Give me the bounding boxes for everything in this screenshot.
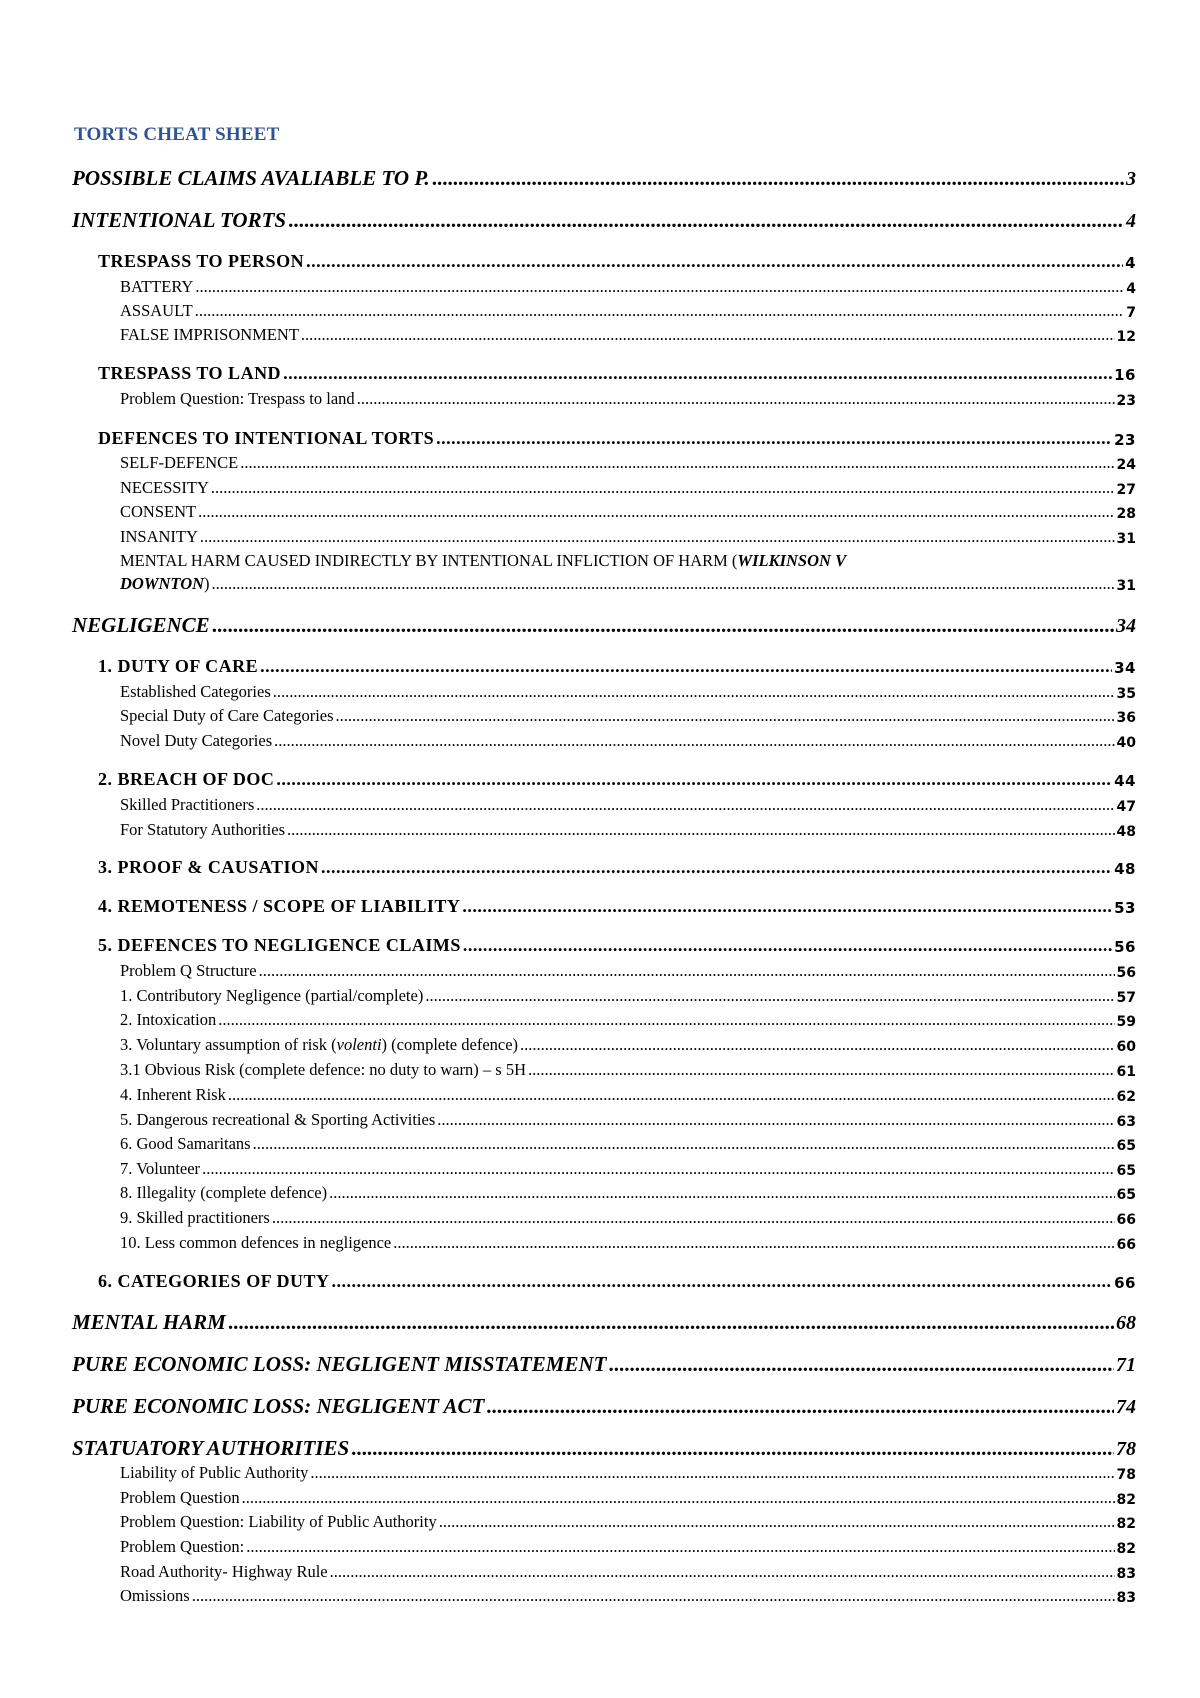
toc-entry-volunteer[interactable] [120, 1159, 1136, 1179]
dot-leader [425, 986, 1114, 1006]
toc-entry-mental-harm-indirect-line2[interactable] [120, 574, 1136, 594]
toc-entry-self-defence[interactable] [120, 453, 1136, 473]
toc-entry-skilled-practitioners-defence[interactable] [120, 1208, 1136, 1228]
toc-entry-label: TRESPASS TO PERSON [98, 251, 305, 271]
toc-entry-label: 3. PROOF & CAUSATION [98, 857, 319, 877]
toc-page-number: 56 [1114, 938, 1136, 956]
dot-leader [283, 363, 1112, 384]
toc-page-number: 4 [1126, 210, 1136, 232]
toc-entry-liability-public-authority[interactable] [120, 1463, 1136, 1483]
dot-leader [437, 1110, 1114, 1130]
toc-entry-statutory-authorities-breach[interactable] [120, 820, 1136, 840]
dot-leader [195, 301, 1125, 321]
toc-entry-pq-liability-public-authority[interactable] [120, 1512, 1136, 1532]
dot-leader [528, 1060, 1115, 1080]
toc-entry-label: 9. Skilled practitioners [120, 1208, 270, 1227]
toc-entry-label [120, 1035, 518, 1055]
toc-entry-label: DEFENCES TO INTENTIONAL TORTS [98, 428, 435, 448]
toc-entry-label: POSSIBLE CLAIMS AVALIABLE TO P. [72, 166, 430, 190]
toc-entry-categories-of-duty[interactable] [98, 1271, 1136, 1292]
toc-entry-mental-harm-indirect-line1[interactable] [120, 551, 846, 571]
dot-leader [202, 1159, 1114, 1179]
toc-entry-established-categories[interactable] [120, 682, 1136, 702]
dot-leader [200, 527, 1115, 547]
toc-entry-label: Established Categories [120, 682, 271, 701]
toc-entry-label: Problem Q Structure [120, 961, 257, 980]
dot-leader [351, 1436, 1114, 1461]
toc-entry-label: Road Authority- Highway Rule [120, 1562, 328, 1581]
dot-leader [198, 502, 1114, 522]
toc-entry-label: 7. Volunteer [120, 1159, 201, 1178]
toc-page-number: 61 [1116, 1064, 1136, 1080]
toc-entry-proof-causation[interactable] [98, 857, 1136, 878]
dot-leader [287, 820, 1115, 840]
dot-leader [329, 1183, 1114, 1203]
toc-entry-label: 2. BREACH OF DOC [98, 769, 275, 789]
toc-page-number: 36 [1116, 710, 1136, 726]
toc-page-number: 7 [1126, 305, 1136, 321]
toc-page-number: 83 [1116, 1590, 1136, 1606]
toc-page-number: 40 [1116, 735, 1136, 751]
toc-entry-remoteness[interactable] [98, 896, 1136, 917]
toc-entry-label: PURE ECONOMIC LOSS: NEGLIGENT MISSTATEMENT [72, 1352, 607, 1376]
toc-entry-label: 6. Good Samaritans [120, 1134, 251, 1153]
dot-leader [332, 1271, 1113, 1292]
dot-leader [246, 1537, 1114, 1557]
toc-entry-label: MENTAL HARM [72, 1310, 226, 1334]
toc-entry-label: NECESSITY [120, 478, 209, 497]
dot-leader [228, 1310, 1114, 1335]
toc-entry-inherent-risk[interactable] [120, 1085, 1136, 1105]
toc-page-number: 65 [1116, 1138, 1136, 1154]
toc-entry-label: Liability of Public Authority [120, 1463, 309, 1482]
dot-leader [321, 857, 1112, 878]
toc-entry-label: STATUATORY AUTHORITIES [72, 1436, 350, 1460]
toc-entry-false-imprisonment[interactable] [120, 325, 1136, 345]
toc-page-number: 59 [1116, 1014, 1136, 1030]
dot-leader [273, 682, 1115, 702]
toc-entry-breach-of-doc[interactable] [98, 769, 1136, 790]
dot-leader [272, 1208, 1115, 1228]
label-part: ) (complete defence) [381, 1035, 519, 1054]
toc-page-number: 63 [1116, 1114, 1136, 1130]
label-part: 3. Voluntary assumption of risk ( [120, 1035, 337, 1054]
toc-page-number: 82 [1116, 1516, 1136, 1532]
toc-entry-label: Novel Duty Categories [120, 731, 273, 750]
toc-entry-dangerous-recreational[interactable] [120, 1110, 1136, 1130]
dot-leader [436, 428, 1112, 449]
toc-entry-label: 5. DEFENCES TO NEGLIGENCE CLAIMS [98, 935, 461, 955]
toc-page-number: 56 [1116, 965, 1136, 981]
toc-page-number: 71 [1116, 1354, 1136, 1376]
toc-page-number: 65 [1116, 1163, 1136, 1179]
dot-leader [192, 1586, 1115, 1606]
dot-leader [330, 1562, 1115, 1582]
toc-entry-negligence[interactable] [72, 613, 1136, 638]
toc-entry-pel-negligent-act[interactable] [72, 1394, 1136, 1419]
dot-leader [393, 1233, 1114, 1253]
toc-entry-novel-duty[interactable] [120, 731, 1136, 751]
dot-leader [463, 935, 1112, 956]
toc-entry-necessity[interactable] [120, 478, 1136, 498]
toc-entry-label: 2. Intoxication [120, 1010, 217, 1029]
toc-entry-label: CONSENT [120, 502, 197, 521]
toc-entry-defences-negligence[interactable] [98, 935, 1136, 956]
toc-page-number: 34 [1116, 615, 1136, 637]
toc-entry-label: 10. Less common defences in negligence [120, 1233, 392, 1252]
toc-entry-intoxication[interactable] [120, 1010, 1136, 1030]
dot-leader [274, 731, 1114, 751]
toc-page-number: 78 [1116, 1467, 1136, 1483]
case-name: DOWNTON [120, 574, 205, 593]
toc-entry-illegality[interactable] [120, 1183, 1136, 1203]
dot-leader [276, 769, 1112, 790]
dot-leader [439, 1512, 1115, 1532]
dot-leader [520, 1035, 1114, 1055]
toc-entry-label: PURE ECONOMIC LOSS: NEGLIGENT ACT [72, 1394, 485, 1418]
toc-entry-insanity[interactable] [120, 527, 1136, 547]
toc-page-number: 48 [1114, 860, 1136, 878]
toc-page-number: 78 [1116, 1438, 1136, 1460]
dot-leader [301, 325, 1115, 345]
dot-leader [259, 961, 1115, 981]
toc-entry-possible-claims[interactable] [72, 166, 1136, 191]
dot-leader [211, 478, 1115, 498]
dot-leader [306, 251, 1123, 272]
toc-entry-label: MENTAL HARM CAUSED INDIRECTLY BY INTENTIONAL INFLICTION OF HARM ( [120, 551, 738, 570]
toc-entry-label-cont [120, 574, 210, 594]
toc-entry-battery[interactable] [120, 277, 1136, 297]
toc-page-number: 47 [1116, 799, 1136, 815]
toc-entry-duty-of-care[interactable] [98, 656, 1136, 677]
toc-page-number: 53 [1114, 899, 1136, 917]
toc-entry-label: 8. Illegality (complete defence) [120, 1183, 328, 1202]
dot-leader [462, 896, 1112, 917]
toc-entry-label: Problem Question: Liability of Public Authority [120, 1512, 437, 1531]
toc-entry-trespass-to-person[interactable] [98, 251, 1136, 272]
dot-leader [608, 1352, 1114, 1377]
toc-page-number: 4 [1126, 281, 1136, 297]
toc-page-number: 68 [1116, 1312, 1136, 1334]
dot-leader [253, 1134, 1115, 1154]
toc-page-number: 82 [1116, 1541, 1136, 1557]
toc-entry-label: 6. CATEGORIES OF DUTY [98, 1271, 330, 1291]
toc-entry-mental-harm[interactable] [72, 1310, 1136, 1335]
toc-page-number: 27 [1116, 482, 1136, 498]
latin-term: volenti [336, 1035, 382, 1054]
dot-leader [288, 208, 1124, 233]
toc-entry-defences-intentional-torts[interactable] [98, 428, 1136, 449]
dot-leader [486, 1394, 1114, 1419]
toc-entry-label: ASSAULT [120, 301, 193, 320]
toc-page-number: 60 [1116, 1039, 1136, 1055]
toc-page-number: 31 [1116, 531, 1136, 547]
toc-page-number: 34 [1114, 659, 1136, 677]
toc-entry-label: INTENTIONAL TORTS [72, 208, 287, 232]
toc-entry-label: Special Duty of Care Categories [120, 706, 334, 725]
toc-entry-assault[interactable] [120, 301, 1136, 321]
toc-entry-intentional-torts[interactable] [72, 208, 1136, 233]
toc-entry-pel-misstatement[interactable] [72, 1352, 1136, 1377]
toc-entry-consent[interactable] [120, 502, 1136, 522]
toc-entry-skilled-practitioners[interactable] [120, 795, 1136, 815]
toc-page-number: 23 [1116, 393, 1136, 409]
dot-leader [336, 706, 1115, 726]
toc-entry-omissions[interactable] [120, 1586, 1136, 1606]
toc-page-number: 83 [1116, 1566, 1136, 1582]
toc-page-number: 44 [1114, 772, 1136, 790]
toc-entry-label: NEGLIGENCE [72, 613, 210, 637]
toc-entry-label: TRESPASS TO LAND [98, 363, 282, 383]
dot-leader [195, 277, 1124, 297]
dot-leader [240, 453, 1114, 473]
toc-entry-label: INSANITY [120, 527, 198, 546]
toc-entry-label: For Statutory Authorities [120, 820, 285, 839]
dot-leader [212, 574, 1115, 594]
toc-page-number: 12 [1116, 329, 1136, 345]
toc-entry-label: 4. Inherent Risk [120, 1085, 226, 1104]
toc-entry-label: 3.1 Obvious Risk (complete defence: no duty to warn) – s 5H [120, 1060, 527, 1079]
toc-page-number: 66 [1114, 1274, 1136, 1292]
toc-page-number: 57 [1116, 990, 1136, 1006]
closing-paren: ) [204, 574, 210, 593]
toc-entry-label: 5. Dangerous recreational & Sporting Activities [120, 1110, 436, 1129]
case-name: WILKINSON V [737, 551, 847, 570]
toc-entry-pq-trespass-to-land[interactable] [120, 389, 1136, 409]
dot-leader [357, 389, 1115, 409]
dot-leader [228, 1085, 1115, 1105]
dot-leader [260, 656, 1112, 677]
page-title: TORTS CHEAT SHEET [74, 124, 280, 145]
toc-entry-trespass-to-land[interactable] [98, 363, 1136, 384]
toc-page-number: 24 [1116, 457, 1136, 473]
toc-entry-label: SELF-DEFENCE [120, 453, 239, 472]
toc-entry-statutory-authorities[interactable] [72, 1436, 1136, 1461]
toc-page-number: 4 [1125, 254, 1136, 272]
toc-page-number: 3 [1126, 168, 1136, 190]
toc-entry-label: Skilled Practitioners [120, 795, 255, 814]
toc-entry-road-authority[interactable] [120, 1562, 1136, 1582]
toc-page-number: 82 [1116, 1492, 1136, 1508]
toc-entry-label: FALSE IMPRISONMENT [120, 325, 299, 344]
toc-entry-label: 4. REMOTENESS / SCOPE OF LIABILITY [98, 896, 461, 916]
dot-leader [256, 795, 1114, 815]
toc-page-number: 65 [1116, 1187, 1136, 1203]
toc-page-number: 23 [1114, 431, 1136, 449]
dot-leader [432, 166, 1124, 191]
toc-entry-obvious-risk[interactable] [120, 1060, 1136, 1080]
toc-entry-problem-q-structure[interactable] [120, 961, 1136, 981]
toc-entry-contributory-negligence[interactable] [120, 986, 1136, 1006]
dot-leader [310, 1463, 1114, 1483]
toc-entry-label: Problem Question [120, 1488, 240, 1507]
toc-entry-label: Problem Question: [120, 1537, 245, 1556]
toc-entry-voluntary-assumption[interactable] [120, 1035, 1136, 1055]
toc-page-number: 48 [1116, 824, 1136, 840]
toc-entry-good-samaritans[interactable] [120, 1134, 1136, 1154]
dot-leader [218, 1010, 1114, 1030]
toc-entry-problem-question-2[interactable] [120, 1537, 1136, 1557]
toc-page-number: 31 [1116, 578, 1136, 594]
toc-page-number: 66 [1116, 1212, 1136, 1228]
toc-entry-special-duty[interactable] [120, 706, 1136, 726]
toc-entry-problem-question[interactable] [120, 1488, 1136, 1508]
toc-entry-label: 1. DUTY OF CARE [98, 656, 259, 676]
dot-leader [242, 1488, 1115, 1508]
toc-page-number: 35 [1116, 686, 1136, 702]
toc-entry-label: Problem Question: Trespass to land [120, 389, 355, 408]
toc-page-number: 66 [1116, 1237, 1136, 1253]
toc-page-number: 28 [1116, 506, 1136, 522]
toc-page-number: 74 [1116, 1396, 1136, 1418]
toc-entry-label: BATTERY [120, 277, 194, 296]
toc-page-number: 62 [1116, 1089, 1136, 1105]
toc-entry-label: Omissions [120, 1586, 190, 1605]
toc-page-number: 16 [1114, 366, 1136, 384]
toc-entry-label: 1. Contributory Negligence (partial/complete) [120, 986, 424, 1005]
dot-leader [212, 613, 1114, 638]
toc-entry-less-common-defences[interactable] [120, 1233, 1136, 1253]
